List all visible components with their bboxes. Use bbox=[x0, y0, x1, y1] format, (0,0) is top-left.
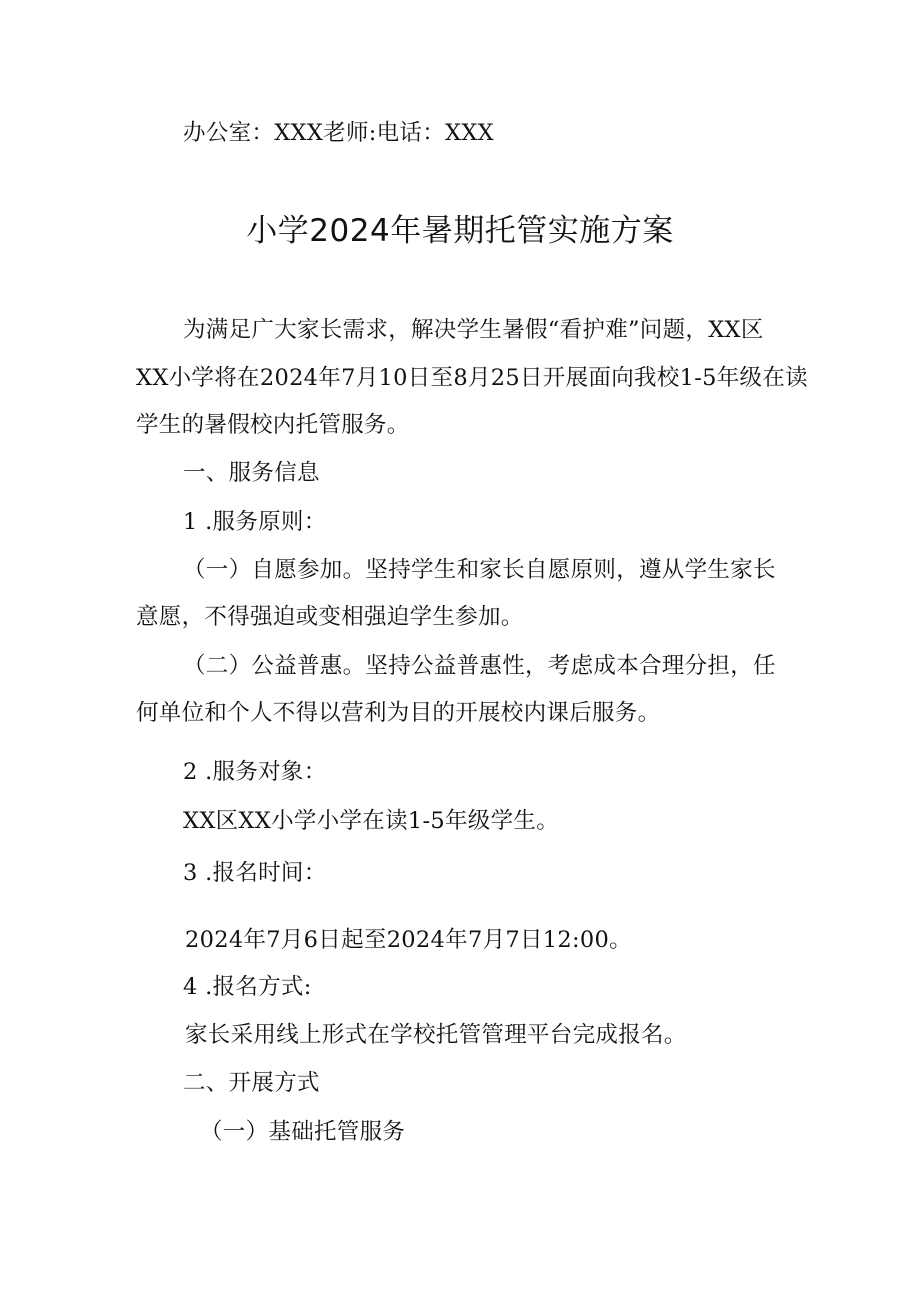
section-heading-service-info: 一、服务信息 bbox=[183, 460, 320, 486]
principle-voluntary-line-1: （一）自愿参加。坚持学生和家长自愿原则，遵从学生家长 bbox=[183, 557, 776, 583]
document-title: 小学2024年暑期托管实施方案 bbox=[246, 213, 674, 249]
item-heading-registration-method: 4 .报名方式: bbox=[183, 974, 312, 1000]
principle-public-welfare-line-2: 何单位和个人不得以营利为目的开展校内课后服务。 bbox=[136, 700, 661, 726]
registration-method-text: 家长采用线上形式在学校托管管理平台完成报名。 bbox=[185, 1022, 687, 1048]
principle-voluntary-line-2: 意愿，不得强迫或变相强迫学生参加。 bbox=[136, 604, 524, 630]
intro-line-2: XX小学将在2024年7月10日至8月25日开展面向我校1-5年级在读 bbox=[136, 365, 808, 391]
intro-line-3: 学生的暑假校内托管服务。 bbox=[136, 412, 410, 438]
item-heading-principles: 1 .服务原则： bbox=[183, 509, 327, 535]
subsection-basic-care-service: （一）基础托管服务 bbox=[200, 1119, 406, 1145]
service-target-text: XX区XX小学小学在读1-5年级学生。 bbox=[183, 808, 560, 834]
item-heading-service-target: 2 .服务对象： bbox=[183, 759, 327, 785]
office-contact-line: 办公室：XXX老师:电话：XXX bbox=[183, 120, 494, 146]
registration-time-text: 2024年7月6日起至2024年7月7日12:00。 bbox=[185, 927, 632, 953]
principle-public-welfare-line-1: （二）公益普惠。坚持公益普惠性，考虑成本合理分担，任 bbox=[183, 653, 776, 679]
intro-line-1: 为满足广大家长需求，解决学生暑假“看护难”问题，XX区 bbox=[183, 317, 764, 343]
item-heading-registration-time: 3 .报名时间： bbox=[183, 860, 327, 886]
section-heading-implementation: 二、开展方式 bbox=[183, 1070, 320, 1096]
